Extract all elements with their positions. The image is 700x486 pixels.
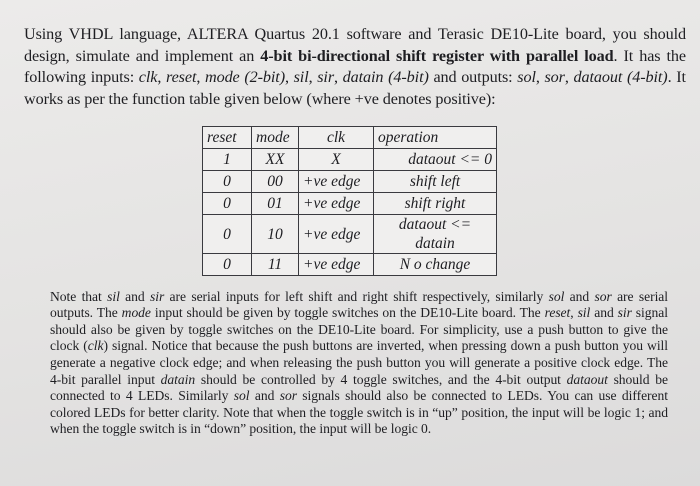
signal-mode: mode (2-bit) [204,68,285,87]
cell-operation: shift right [374,193,497,215]
cell-mode: XX [252,149,299,171]
cell-clk: X [299,149,374,171]
note-text: and [119,288,150,304]
cell-operation: shift left [374,171,497,193]
signal-dataout: dataout [566,371,608,387]
column-header-reset: reset [203,127,252,149]
signal-sil: sil [577,305,591,321]
note-text: and [249,388,280,404]
signal-sor: sor [544,68,565,87]
separator: , [334,68,343,87]
note-text: should be connected to 4 LEDs. Similarly [50,371,668,404]
column-header-operation: operation [374,127,497,149]
signal-sir: sir [317,68,335,87]
table-row [203,171,497,193]
note-text: are serial outputs. The [50,288,669,321]
signal-sor: sor [594,288,612,304]
cell-clk: +ve edge [299,215,374,254]
intro-text: . It works as per the function table given below (where +ve denotes positive): [24,68,686,108]
intro-text: . It has the following inputs: [24,46,687,87]
note-text: ) signal. Notice that because the push buttons are inverted, when pressing down a push button you will generate a negative clock edge; and when releasing the push button you will generate a positive clock edge. The 4-bit parallel input [50,338,669,387]
signal-datain: datain (4-bit) [342,68,429,87]
signal-sil: sil [107,288,120,304]
cell-reset: 0 [203,254,252,276]
table-row [203,193,497,215]
cell-reset: 0 [203,171,252,193]
note-text: Note that [50,288,108,304]
cell-reset: 0 [203,215,252,254]
signal-reset: reset [544,305,571,321]
column-header-mode: mode [252,127,299,149]
note-text: signal should also be given by toggle switches on the DE10-Lite board. For simplicity, use a push button to give the clock ( [50,305,668,354]
cell-reset: 0 [203,193,252,215]
note-text: are serial inputs for left shift and right shift respectively, similarly [164,288,549,304]
intro-text: Using VHDL language, ALTERA Quartus 20.1 software and Terasic DE10-Lite board, you should design, simulate and implement an [24,25,686,65]
table-row [203,149,497,171]
separator: , [535,68,545,87]
table-row [203,215,497,254]
separator: , [308,68,318,87]
separator: , [284,68,294,87]
signal-datain: datain [160,371,196,387]
signal-clk: clk [138,68,158,87]
cell-reset: 1 [203,149,252,171]
signal-sol: sol [233,388,250,404]
separator: , [157,68,166,87]
signal-sol: sol [517,68,536,87]
signal-sor: sor [279,388,297,404]
note-paragraph [50,289,668,438]
intro-text: and outputs: [428,68,518,87]
table-row [203,254,497,276]
intro-paragraph [24,24,686,110]
cell-mode: 11 [252,254,299,276]
note-text: and [564,288,595,304]
cell-clk: +ve edge [299,254,374,276]
signal-sir: sir [149,288,165,304]
separator: , [196,68,205,87]
cell-clk: +ve edge [299,193,374,215]
signal-sol: sol [548,288,565,304]
intro-emphasis: 4-bit bi-directional shift register with parallel load [260,46,614,65]
cell-operation: dataout <= 0 [374,149,497,171]
separator: , [564,68,574,87]
signal-sir: sir [617,305,632,321]
note-text: signals should also be connected to LEDs. You can use different colored LEDs for better clarity. Note that when the toggle switch is in “up” position, the input will be logic 1; and when the toggle switch is in “down” position, the input will be logic 0. [50,388,668,437]
signal-reset: reset [165,68,197,87]
cell-mode: 01 [252,193,299,215]
signal-mode: mode [121,305,151,321]
cell-mode: 10 [252,215,299,254]
cell-mode: 00 [252,171,299,193]
column-header-clk: clk [299,127,374,149]
signal-clk: clk [87,338,104,354]
cell-clk: +ve edge [299,171,374,193]
function-table [202,126,497,276]
note-text: should be controlled by 4 toggle switches, and the 4-bit output [195,371,567,387]
note-text: and [590,305,618,321]
cell-operation: N o change [374,254,497,276]
cell-operation: dataout <= datain [374,215,497,254]
signal-dataout: dataout (4-bit) [573,68,668,87]
signal-sil: sil [293,68,309,87]
note-text: input should be given by toggle switches on the DE10-Lite board. The [150,305,545,321]
table-header-row [203,127,497,149]
note-text: , [570,305,578,321]
